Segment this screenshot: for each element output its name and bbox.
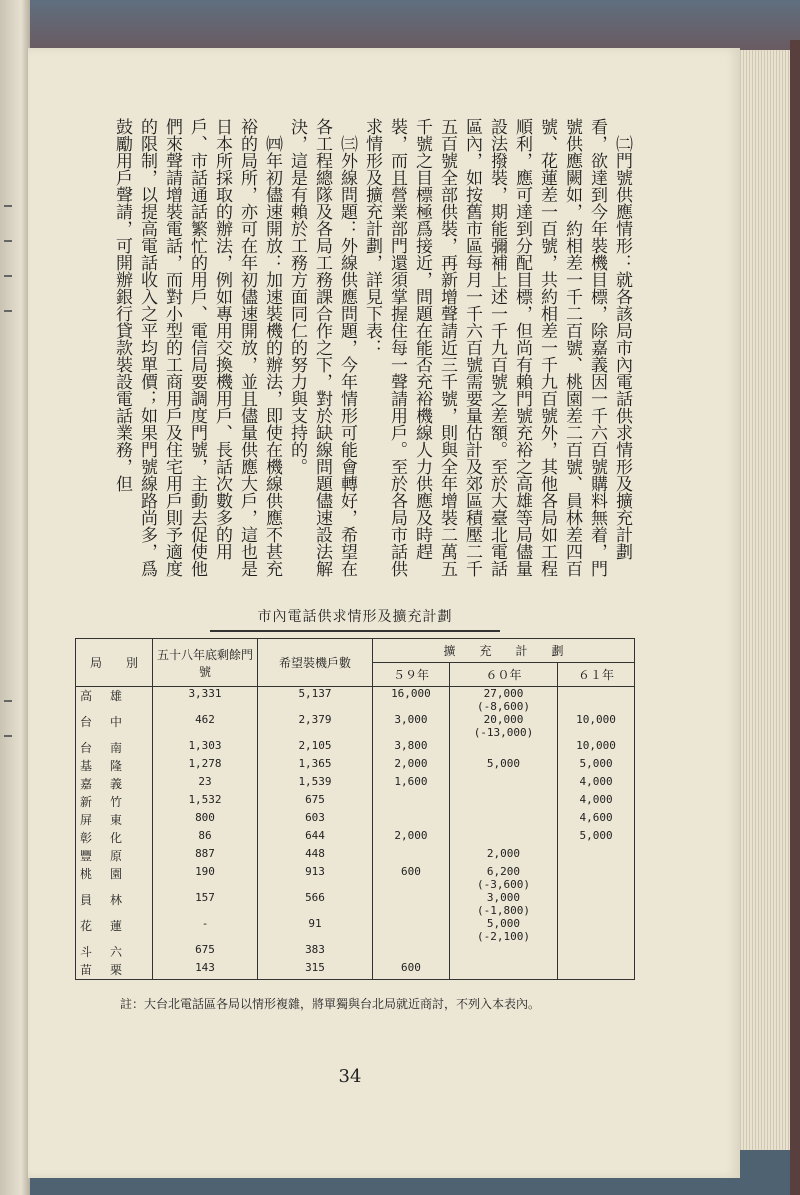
cell-remaining: 86 bbox=[153, 829, 258, 847]
cell-bureau bbox=[76, 775, 153, 793]
table-row bbox=[76, 829, 635, 847]
cell-expected: 603 bbox=[258, 811, 373, 829]
cell-y61 bbox=[558, 865, 635, 891]
bureau-char-1: 屏 bbox=[80, 813, 93, 827]
cell-y60 bbox=[449, 943, 557, 961]
cell-remaining: 157 bbox=[153, 891, 258, 917]
supply-demand-table bbox=[75, 638, 635, 980]
cell-y60: 5,000 (-2,100) bbox=[449, 917, 557, 943]
bureau-char-1: 嘉 bbox=[80, 777, 93, 791]
cell-bureau bbox=[76, 847, 153, 865]
cell-y59: 1,600 bbox=[373, 775, 450, 793]
bureau-char-1: 苗 bbox=[80, 963, 93, 977]
vertical-body-text bbox=[58, 118, 634, 580]
cell-remaining: 143 bbox=[153, 961, 258, 980]
cell-expected: 644 bbox=[258, 829, 373, 847]
paragraph-early-opening: ㈣年初儘速開放：加速裝機的辦法，即使在機線供應不甚充裕的局所，亦可在年初儘速開放，並且儘量供應大戶，這也是日本所採取的辦法，例如專用交換機用戶、長話次數多的用戶、市話通話繁忙的用戶、電信局要調度門號，主動去促使他們來聲請增裝電話，而對小型的工商用戶及住宅用戶則予適度的限制，以提高電話收入之平均單價；如果門號線路尚多，爲鼓勵用戶聲請，可開辦銀行貸款裝設電話業務，但 bbox=[112, 118, 282, 577]
cell-expected: 2,105 bbox=[258, 739, 373, 757]
cell-y59: 2,000 bbox=[373, 757, 450, 775]
bureau-char-1: 新 bbox=[80, 795, 93, 809]
bureau-char-2: 義 bbox=[110, 777, 123, 791]
cell-y61 bbox=[558, 687, 635, 714]
cell-remaining: 190 bbox=[153, 865, 258, 891]
bureau-char-1: 花 bbox=[80, 919, 93, 933]
cell-y60 bbox=[449, 829, 557, 847]
bureau-char-2: 化 bbox=[110, 831, 123, 845]
table-title: 市內電話供求情形及擴充計劃 bbox=[210, 606, 500, 632]
cell-y60: 27,000 (-8,600) bbox=[449, 687, 557, 714]
cell-y61: 4,000 bbox=[558, 793, 635, 811]
cell-remaining: 675 bbox=[153, 943, 258, 961]
cell-remaining: - bbox=[153, 917, 258, 943]
cell-y60: 20,000 (-13,000) bbox=[449, 713, 557, 739]
cell-y59: 2,000 bbox=[373, 829, 450, 847]
cell-expected: 1,539 bbox=[258, 775, 373, 793]
cell-y59 bbox=[373, 943, 450, 961]
cell-y60: 2,000 bbox=[449, 847, 557, 865]
cell-remaining: 1,303 bbox=[153, 739, 258, 757]
previous-page-edge bbox=[0, 0, 30, 1195]
bureau-char-1: 彰 bbox=[80, 831, 93, 845]
cell-y61: 10,000 bbox=[558, 739, 635, 757]
header-bureau: 局 別 bbox=[76, 639, 153, 687]
cell-y59 bbox=[373, 811, 450, 829]
cell-bureau bbox=[76, 943, 153, 961]
table-row bbox=[76, 713, 635, 739]
cell-remaining: 3,331 bbox=[153, 687, 258, 714]
cell-remaining: 1,532 bbox=[153, 793, 258, 811]
header-remaining: 五十八年底剩餘門號 bbox=[153, 639, 258, 687]
cell-y60: 6,200 (-3,600) bbox=[449, 865, 557, 891]
cell-expected: 2,379 bbox=[258, 713, 373, 739]
table-row bbox=[76, 739, 635, 757]
cell-y61 bbox=[558, 917, 635, 943]
cell-remaining: 23 bbox=[153, 775, 258, 793]
table-note: 註：大台北電話區各局以情形複雜，將單獨與台北局就近商討，不列入本表內。 bbox=[120, 997, 541, 1011]
paragraph-door-number-supply: ㈡門號供應情形：就各該局市內電話供求情形及擴充計劃看，欲達到今年裝機目標，除嘉義因一千六百號購料無着，門號供應闕如，約相差一千二百號、桃園差二百號、員林差四百號、花蓮差一百號，共約相差一千九百號外，其他各局如工程順利，應可達到分配目標，但尚有賴門號充裕之高雄等局儘量設法撥裝，期能彌補上述一千九百號之差額。至於大臺北電話區內，如按舊市區每月一千六百號需要量估計及郊區積壓二千五百號全部供裝，再新增聲請近三千號，則與全年增裝二萬五千號之目標極爲接近，問題在能否充裕機線人力供應及時趕裝，而且營業部門還須掌握住每一聲請用戶。至於各局市話供求情形及擴充計劃，詳見下表： bbox=[362, 118, 632, 577]
cell-y59: 3,000 bbox=[373, 713, 450, 739]
cell-remaining: 462 bbox=[153, 713, 258, 739]
cell-remaining: 887 bbox=[153, 847, 258, 865]
cell-bureau bbox=[76, 757, 153, 775]
cell-y60 bbox=[449, 961, 557, 980]
cell-y60 bbox=[449, 793, 557, 811]
cell-bureau bbox=[76, 829, 153, 847]
bureau-char-2: 原 bbox=[110, 849, 123, 863]
cell-remaining: 800 bbox=[153, 811, 258, 829]
paragraph-external-lines: ㈢外線問題：外線供應問題，今年情形可能會轉好，希望在各工程總隊及各局工務課合作之下，對於缺線問題儘速設法解決，這是有賴於工務方面同仁的努力與支持的。 bbox=[287, 118, 357, 577]
bureau-char-1: 台 bbox=[80, 715, 93, 729]
cell-y59 bbox=[373, 793, 450, 811]
cell-bureau bbox=[76, 961, 153, 980]
cell-y59: 3,800 bbox=[373, 739, 450, 757]
cell-bureau bbox=[76, 917, 153, 943]
cell-y59: 600 bbox=[373, 865, 450, 891]
cell-y61: 5,000 bbox=[558, 757, 635, 775]
table-row bbox=[76, 775, 635, 793]
bureau-char-2: 雄 bbox=[110, 689, 123, 703]
cell-y60: 5,000 bbox=[449, 757, 557, 775]
cell-bureau bbox=[76, 739, 153, 757]
cell-bureau bbox=[76, 865, 153, 891]
bureau-char-1: 高 bbox=[80, 689, 93, 703]
cell-expected: 448 bbox=[258, 847, 373, 865]
table-row bbox=[76, 891, 635, 917]
bureau-char-2: 園 bbox=[110, 867, 123, 881]
cell-y59: 16,000 bbox=[373, 687, 450, 714]
table-row bbox=[76, 811, 635, 829]
cell-expected: 91 bbox=[258, 917, 373, 943]
cell-expected: 566 bbox=[258, 891, 373, 917]
bureau-char-2: 林 bbox=[110, 893, 123, 907]
cell-remaining: 1,278 bbox=[153, 757, 258, 775]
cell-expected: 675 bbox=[258, 793, 373, 811]
table-row bbox=[76, 757, 635, 775]
cell-expected: 1,365 bbox=[258, 757, 373, 775]
cell-bureau bbox=[76, 687, 153, 714]
cell-expected: 913 bbox=[258, 865, 373, 891]
bureau-char-1: 台 bbox=[80, 741, 93, 755]
table-row bbox=[76, 917, 635, 943]
cell-y61: 4,000 bbox=[558, 775, 635, 793]
cell-expected: 315 bbox=[258, 961, 373, 980]
cell-y61 bbox=[558, 961, 635, 980]
bureau-char-2: 中 bbox=[110, 715, 123, 729]
table-row bbox=[76, 793, 635, 811]
page-number: 34 bbox=[338, 1066, 362, 1087]
cell-y61: 10,000 bbox=[558, 713, 635, 739]
bureau-char-1: 桃 bbox=[80, 867, 93, 881]
bureau-char-1: 員 bbox=[80, 893, 93, 907]
cell-y59: 600 bbox=[373, 961, 450, 980]
cell-y61 bbox=[558, 943, 635, 961]
table-row bbox=[76, 961, 635, 980]
bureau-char-1: 斗 bbox=[80, 945, 93, 959]
cell-y60 bbox=[449, 775, 557, 793]
book-cover-top bbox=[30, 0, 800, 52]
bureau-char-2: 竹 bbox=[110, 795, 123, 809]
cell-bureau bbox=[76, 811, 153, 829]
cell-y60: 3,000 (-1,800) bbox=[449, 891, 557, 917]
cell-expected: 383 bbox=[258, 943, 373, 961]
cell-y60 bbox=[449, 811, 557, 829]
table-row bbox=[76, 865, 635, 891]
bureau-char-2: 六 bbox=[110, 945, 123, 959]
table-row bbox=[76, 943, 635, 961]
bureau-char-2: 隆 bbox=[110, 759, 123, 773]
cell-y59 bbox=[373, 917, 450, 943]
table-row bbox=[76, 687, 635, 714]
cell-y61: 5,000 bbox=[558, 829, 635, 847]
table-row bbox=[76, 847, 635, 865]
header-year-60: ６０年 bbox=[449, 663, 557, 687]
bureau-char-1: 基 bbox=[80, 759, 93, 773]
cell-expected: 5,137 bbox=[258, 687, 373, 714]
header-year-61: ６１年 bbox=[558, 663, 635, 687]
cell-y61 bbox=[558, 891, 635, 917]
header-year-59: ５９年 bbox=[373, 663, 450, 687]
cell-y61: 4,600 bbox=[558, 811, 635, 829]
header-expected: 希望裝機戶數 bbox=[258, 639, 373, 687]
cell-bureau bbox=[76, 793, 153, 811]
book-cover-right bbox=[790, 40, 800, 1195]
bureau-char-2: 栗 bbox=[110, 963, 123, 977]
bureau-char-1: 豐 bbox=[80, 849, 93, 863]
header-expansion-plan: 擴 充 計 劃 bbox=[373, 639, 635, 663]
bureau-char-2: 東 bbox=[110, 813, 123, 827]
cell-y61 bbox=[558, 847, 635, 865]
bureau-char-2: 南 bbox=[110, 741, 123, 755]
cell-y59 bbox=[373, 847, 450, 865]
cell-bureau bbox=[76, 891, 153, 917]
bureau-char-2: 蓮 bbox=[110, 919, 123, 933]
cell-bureau bbox=[76, 713, 153, 739]
cell-y60 bbox=[449, 739, 557, 757]
cell-y59 bbox=[373, 891, 450, 917]
